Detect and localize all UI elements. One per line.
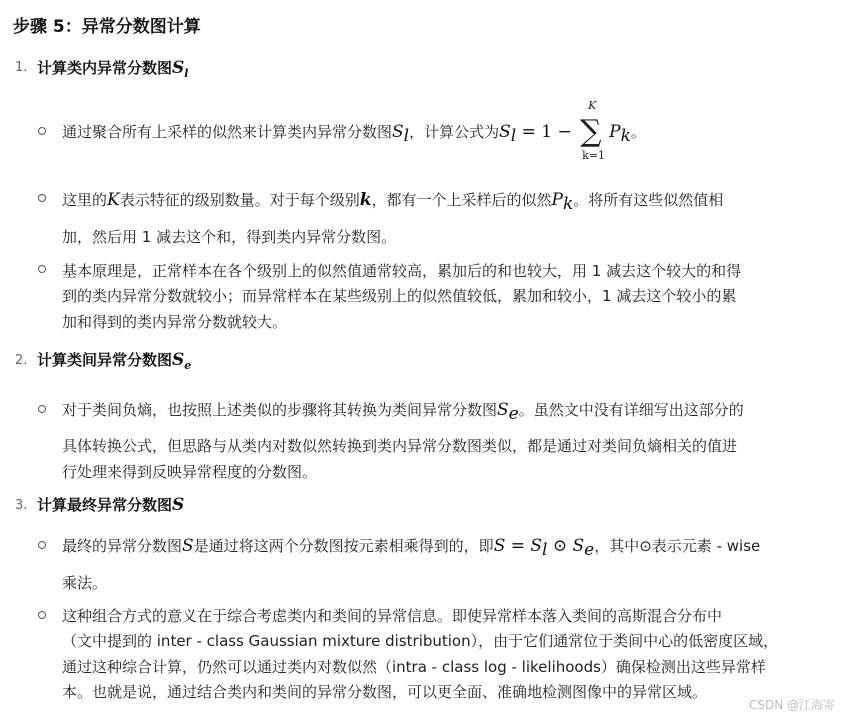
section-number: 2.	[15, 353, 28, 368]
paragraph-line: 这种组合方式的意义在于综合考虑类内和类间的异常信息。即使异常样本落入类间的高斯混合分布中	[62, 607, 723, 625]
summation-sign: K ∑ k=1	[580, 98, 606, 162]
paragraph-line: 通过这种综合计算，仍然可以通过类内对数似然（intra - class log - likelihoods）确保检测出这些异常样	[62, 658, 766, 676]
paragraph-line: 本。也就是说，通过结合类内和类间的异常分数图，可以更全面、准确地检测图像中的异常区域。	[62, 683, 708, 701]
bullet-marker	[38, 265, 46, 273]
paragraph-line: 最终的异常分数图S是通过将这两个分数图按元素相乘得到的，即$S = S_l$ ⊙ $S_e$，其中⊙表示元素 - wise	[62, 536, 761, 560]
section-heading: 计算最终异常分数图S	[37, 495, 185, 515]
paragraph-line: 乘法。	[62, 574, 108, 592]
section-heading: 计算类内异常分数图$S_l$	[37, 58, 189, 80]
bullet-marker	[38, 405, 46, 413]
bullet-marker	[38, 611, 46, 619]
section-heading: 计算类间异常分数图$S_e$	[37, 350, 192, 372]
bullet-marker	[38, 194, 46, 202]
paragraph-line: （文中提到的 inter - class Gaussian mixture distribution），由于它们通常位于类间中心的低密度区域，	[62, 632, 779, 650]
bullet-marker	[38, 541, 46, 549]
paragraph-line: 行处理来得到反映异常程度的分数图。	[62, 463, 318, 481]
paragraph-line: 具体转换公式，但思路与从类内对数似然转换到类内异常分数图类似，都是通过对类间负熵相关的值进	[62, 437, 738, 455]
bullet-marker	[38, 127, 46, 135]
page-title: 步骤 5：异常分数图计算	[13, 17, 201, 37]
paragraph-line: 加和得到的类内异常分数就较大。	[62, 313, 288, 331]
paragraph-line: 通过聚合所有上采样的似然来计算类内异常分数图$S_l$，计算公式为$S_l = 1$ − K ∑ k=1 $P_k$。	[62, 98, 646, 162]
paragraph-line: 对于类间负熵，也按照上述类似的步骤将其转换为类间异常分数图$S_e$。虽然文中没有详细写出这部分的	[62, 400, 744, 424]
watermark: CSDN @江海寄	[748, 698, 835, 712]
paragraph-line: 加，然后用 1 减去这个和，得到类内异常分数图。	[62, 228, 397, 246]
section-number: 3.	[15, 498, 28, 513]
paragraph-line: 到的类内异常分数就较小；而异常样本在某些级别上的似然值较低，累加和较小，1 减去这个较小的累	[62, 287, 737, 305]
paragraph-line: 基本原理是，正常样本在各个级别上的似然值通常较高，累加后的和也较大，用 1 减去这个较大的和得	[62, 262, 742, 280]
paragraph-line: 这里的K表示特征的级别数量。对于每个级别k，都有一个上采样后的似然$P_k$。将所有这些似然值相	[62, 190, 724, 214]
section-number: 1.	[15, 60, 28, 75]
